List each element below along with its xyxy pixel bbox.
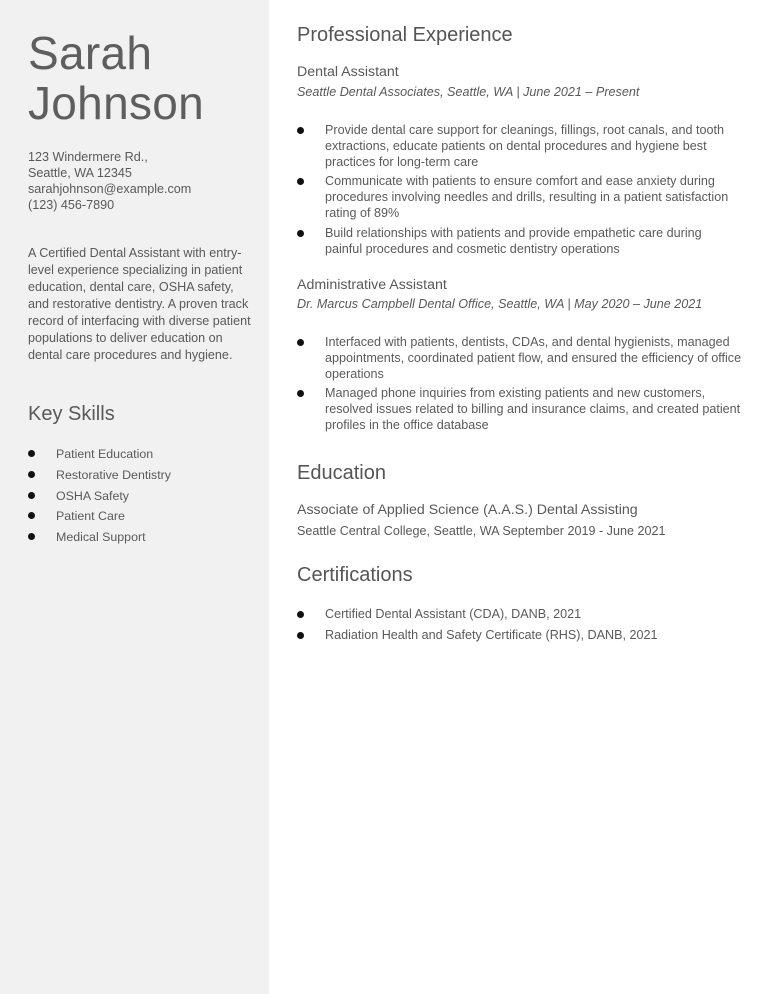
bullet-icon — [28, 512, 35, 519]
address-line-1: 123 Windermere Rd., — [28, 150, 148, 164]
experience-heading: Professional Experience — [297, 24, 513, 46]
candidate-name — [28, 28, 204, 128]
summary: A Certified Dental Assistant with entry-level experience specializing in patient education, dental care, OSHA safety, and restorative dentistry. A proven track record of interfacing with diverse patient populations to deliver education on dental care procedures and hygiene. — [28, 246, 251, 362]
last-name: Johnson — [28, 77, 205, 129]
skill-item — [28, 465, 171, 486]
education-school: Seattle Central College, Seattle, WA September 2019 - June 2021 — [297, 524, 666, 538]
skill-item — [28, 444, 171, 465]
skill-label: Patient Care — [56, 509, 125, 524]
key-skills-heading: Key Skills — [28, 403, 115, 425]
contact-info — [28, 149, 191, 213]
address-line-2: Seattle, WA 12345 — [28, 166, 132, 180]
job-title: Administrative Assistant — [297, 277, 447, 293]
bullet-text: Provide dental care support for cleanings, fillings, root canals, and tooth extractions, educate patients on dental procedures and hygiene best practices for long-term care — [325, 123, 725, 169]
certification-item — [297, 607, 742, 623]
email: sarahjohnson@example.com — [28, 182, 192, 196]
bullet-icon — [28, 450, 35, 457]
certification-text: Certified Dental Assistant (CDA), DANB, 2021 — [325, 607, 582, 621]
skill-label: Patient Education — [56, 447, 154, 461]
bullet-icon — [28, 533, 35, 540]
job-bullet — [297, 123, 742, 170]
certifications-list — [297, 607, 742, 644]
bullet-icon — [297, 127, 304, 134]
skill-label: Medical Support — [56, 530, 146, 545]
skill-item — [28, 486, 171, 507]
job-bullet — [297, 226, 742, 258]
job-bullet — [297, 174, 742, 221]
job-employer: Dr. Marcus Campbell Dental Office, Seattle, WA | May 2020 – June 2021 — [297, 297, 703, 311]
skill-item — [28, 527, 171, 548]
bullet-icon — [28, 492, 35, 499]
skills-list — [28, 444, 171, 548]
bullet-icon — [297, 611, 304, 618]
skill-label: Restorative Dentistry — [56, 467, 171, 482]
certifications-heading: Certifications — [297, 564, 413, 586]
skill-label: OSHA Safety — [56, 488, 130, 503]
certification-item — [297, 628, 742, 644]
bullet-icon — [297, 390, 304, 397]
education-degree: Associate of Applied Science (A.A.S.) Dental Assisting — [297, 502, 638, 518]
job-employer: Seattle Dental Associates, Seattle, WA | June 2021 – Present — [297, 85, 640, 99]
bullet-text: Interfaced with patients, dentists, CDAs, and dental hygienists, managed appointments, coordinated patient flow, and ensured the efficiency of office operations — [325, 335, 742, 381]
bullet-text: Managed phone inquiries from existing patients and new customers, resolved issues related to billing and insurance claims, and created patient profiles in the office database — [325, 386, 741, 432]
education-heading: Education — [297, 462, 386, 484]
job-bullet — [297, 386, 742, 433]
skill-item — [28, 506, 171, 527]
job-title: Dental Assistant — [297, 64, 399, 80]
certification-text: Radiation Health and Safety Certificate (RHS), DANB, 2021 — [325, 627, 658, 642]
first-name: Sarah — [28, 27, 153, 79]
job-bullets — [297, 123, 742, 257]
bullet-icon — [297, 230, 304, 237]
bullet-icon — [297, 339, 304, 346]
phone: (123) 456-7890 — [28, 198, 115, 212]
bullet-text: Communicate with patients to ensure comfort and ease anxiety during procedures involving needles and drills, resulting in a patient satisfaction rating of 89% — [325, 174, 729, 220]
bullet-text: Build relationships with patients and provide empathetic care during painful procedures and cosmetic dentistry operations — [325, 225, 702, 256]
bullet-icon — [297, 178, 304, 185]
job-bullet — [297, 335, 742, 382]
job-bullets — [297, 335, 742, 434]
sidebar — [0, 0, 269, 994]
bullet-icon — [28, 471, 35, 478]
bullet-icon — [297, 632, 304, 639]
